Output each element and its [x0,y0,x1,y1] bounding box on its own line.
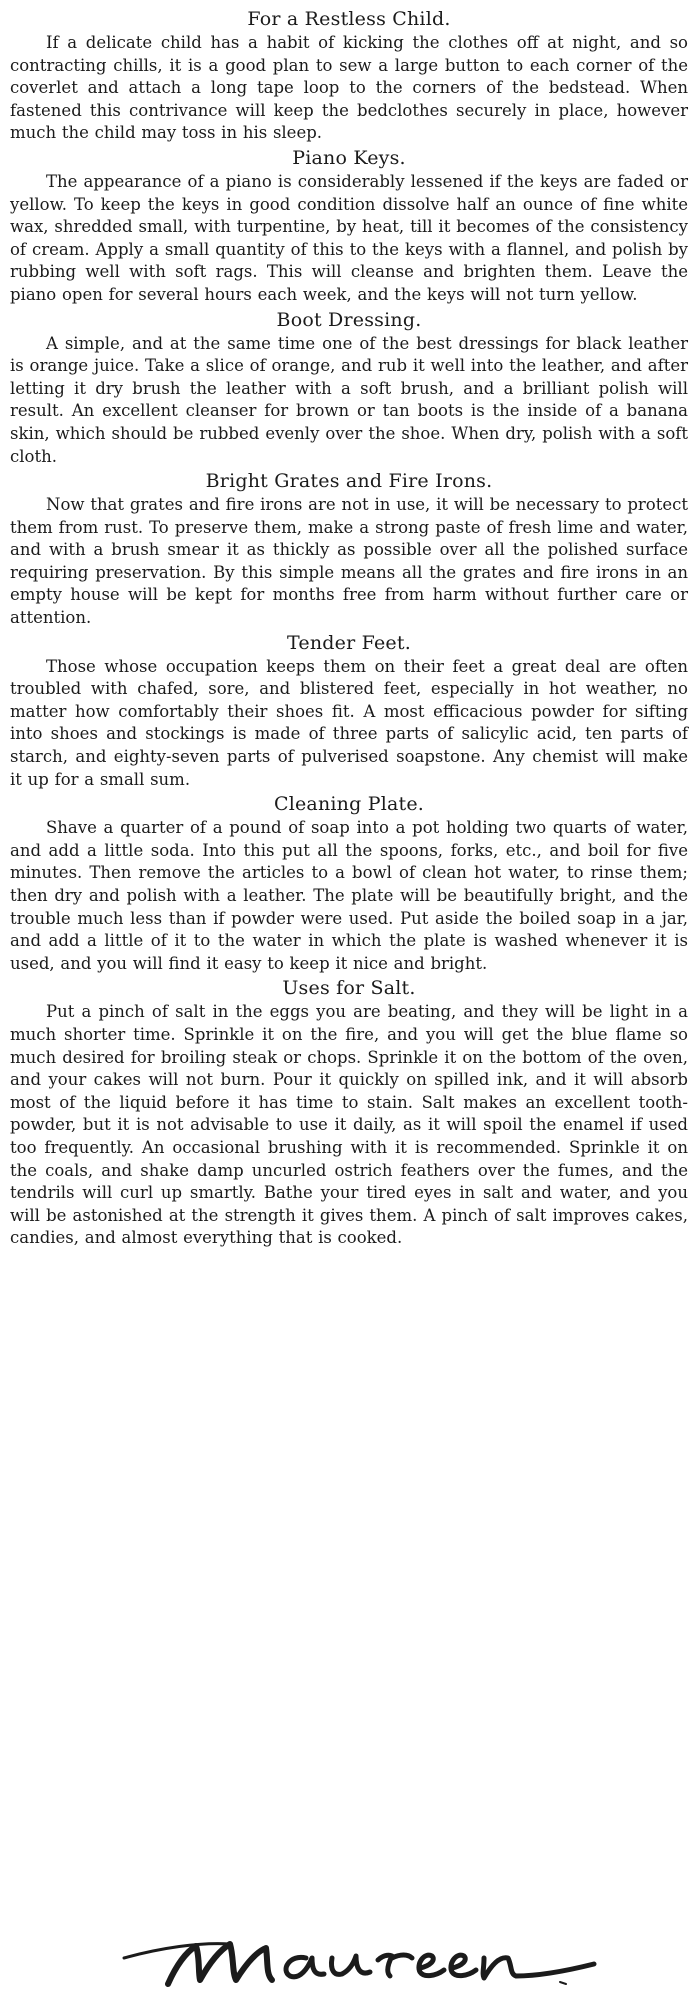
section-grates-fire-irons [10,469,688,630]
section-heading: Tender Feet. [287,631,411,654]
section-body: Now that grates and fire irons are not in use, it will be necessary to protect them from rust. To preserve them, make a strong paste of fresh lime and water, and with a brush smear it as thickly as possible over all the polished surface requiring preservation. By this simple means all the grates and fire irons in an empty house will be kept for months free from harm without further care or attention. [10,495,688,628]
section-body: A simple, and at the same time one of the best dressings for black leather is orange juice. Take a slice of orange, and rub it well into the leather, and after letting it dry brush the leather with a soft brush, and a brilliant polish will result. An excellent cleanser for brown or tan boots is the inside of a banana skin, which should be rubbed evenly over the shoe. When dry, polish with a soft cloth. [10,333,688,466]
section-body: Put a pinch of salt in the eggs you are beating, and they will be light in a much shorter time. Sprinkle it on the fire, and you will get the blue flame so much desired for broiling steak or chops. Sprinkle it on the bottom of the oven, and your cakes will not burn. Pour it quickly on spilled ink, and it will absorb most of the liquid before it has time to stain. Salt makes an excellent toothpowder, but it is not advisable to use it daily, as it will spoil the enamel if used too frequently. An occasional brushing with it is recommended. Sprinkle it on the coals, and shake damp uncurled ostrich feathers over the fumes, and the tendrils will curl up smartly. Bathe your tired eyes in salt and water, and you will be astonished at the strength it gives them. A pinch of salt improves cakes, candies, and almost everything that is cooked. [10,1002,688,1248]
section-heading: Piano Keys. [292,146,406,169]
section-body: Those whose occupation keeps them on their feet a great deal are often troubled with chafed, sore, and blistered feet, especially in hot weather, no matter how comfortably their shoes fit. A most efficacious powder for sifting into shoes and stockings is made of three parts of salicylic acid, ten parts of starch, and eighty-seven parts of pulverised soapstone. Any chemist will make it up for a small sum. [10,656,688,789]
section-piano-keys [10,146,688,307]
section-heading: Bright Grates and Fire Irons. [205,470,493,493]
section-body: If a delicate child has a habit of kicking the clothes off at night, and so contracting chills, it is a good plan to sew a large button to each corner of the coverlet and attach a long tape loop to the corners of the bedstead. When fastened this contrivance will keep the bedclothes securely in place, however much the child may toss in his sleep. [10,33,688,143]
section-heading: Cleaning Plate. [273,793,425,816]
section-body: The appearance of a piano is considerably lessened if the keys are faded or yellow. To keep the keys in good condition dissolve half an ounce of fine white wax, shredded small, with turpentine, by heat, till it becomes of the consistency of cream. Apply a small quantity of this to the keys with a flannel, and polish by rubbing well with soft rags. This will cleanse and brighten them. Leave the piano open for several hours each week, and the keys will not turn yellow. [10,171,688,304]
section-cleaning-plate [10,792,688,975]
section-tender-feet [10,631,688,792]
section-heading: Uses for Salt. [282,977,416,1000]
section-restless-child [10,7,688,145]
signature-maureen [120,1918,600,2000]
section-heading: For a Restless Child. [247,8,451,30]
section-boot-dressing [10,308,688,469]
section-uses-for-salt [10,976,688,1250]
section-body: Shave a quarter of a pound of soap into a pot holding two quarts of water, and add a little soda. Into this put all the spoons, forks, etc., and boil for five minutes. Then remove the articles to a bowl of clean hot water, to rinse them; then dry and polish with a leather. The plate will be beautifully bright, and the trouble much less than if powder were used. Put aside the boiled soap in a jar, and add a little of it to the water in which the plate is washed whenever it is used, and you will find it easy to keep it nice and bright. [10,818,688,973]
section-heading: Boot Dressing. [276,308,422,331]
